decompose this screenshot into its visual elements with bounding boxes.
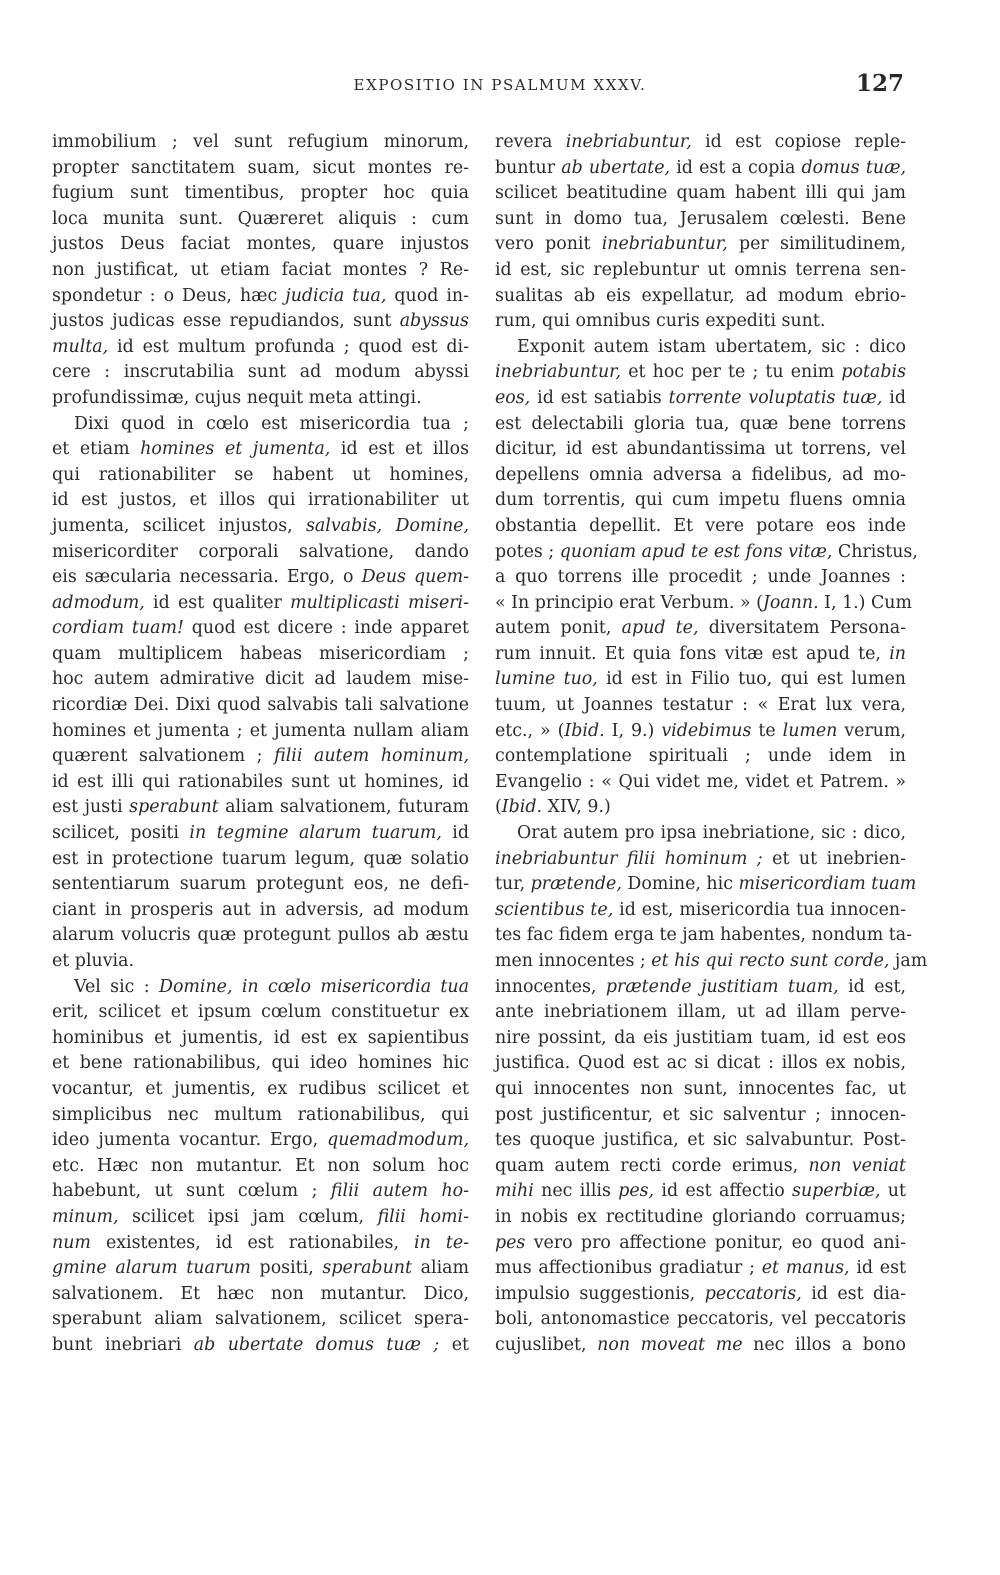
text-line <box>495 719 906 745</box>
text-line <box>52 975 469 1001</box>
italic-text: domus tuæ, <box>801 157 906 178</box>
text-run: tur, <box>495 874 531 895</box>
text-line <box>52 437 469 463</box>
text-run: ciant in prosperis aut in adversis, ad modum <box>52 899 469 920</box>
text-run: Evangelio : « Qui videt me, videt et Patrem. » <box>495 771 906 792</box>
text-run: sunt in domo tua, Jerusalem cœlesti. Bene <box>495 208 906 229</box>
text-run: ante inebriationem illam, ut ad illam perve- <box>495 1002 906 1023</box>
text-line <box>495 1256 906 1282</box>
text-run: Vel sic : <box>74 976 160 997</box>
text-line <box>495 1077 906 1103</box>
text-line <box>52 1256 469 1282</box>
text-run: verum, <box>837 720 906 741</box>
text-line <box>495 949 928 975</box>
text-run: Christus, <box>832 541 918 562</box>
text-run: qui innocentes non sunt, innocentes fac, ut <box>495 1078 906 1099</box>
text-line <box>495 1103 906 1129</box>
text-run: et bene rationabilibus, qui ideo homines hic <box>52 1053 469 1074</box>
text-line <box>52 360 469 386</box>
text-run: post justificentur, et sic salventur ; innocen- <box>495 1104 906 1125</box>
text-run: scilicet ipsi jam cœlum, <box>118 1206 378 1227</box>
text-run: jam <box>889 951 928 971</box>
right-column <box>495 130 928 1359</box>
italic-text: ab ubertate, <box>561 157 671 178</box>
italic-text: misericordiam tuam <box>738 874 917 895</box>
text-line <box>495 540 918 566</box>
text-line <box>52 1205 469 1231</box>
text-line <box>495 514 906 540</box>
text-line <box>52 1154 469 1180</box>
text-line <box>52 1307 469 1333</box>
text-run: et pluvia. <box>52 951 134 971</box>
text-line <box>495 898 906 924</box>
text-run: quam multiplicem habeas misericordiam ; <box>52 643 469 664</box>
text-line <box>52 1026 469 1052</box>
text-run: bunt inebriari <box>52 1334 194 1355</box>
italic-text: multiplicasti miseri- <box>290 592 469 613</box>
text-run: id <box>441 823 469 844</box>
italic-text: Ibid. <box>564 720 605 741</box>
text-run: quam autem recti corde erimus, <box>495 1155 809 1176</box>
italic-text: inebriabuntur, <box>495 362 622 383</box>
text-line <box>52 642 469 668</box>
text-run: id est multum profunda ; quod est di- <box>108 336 469 357</box>
italic-text: lumen <box>782 720 838 741</box>
text-run: potes ; <box>495 541 560 562</box>
text-run: sualitas ab eis expellatur, ad modum ebrio- <box>495 285 906 306</box>
italic-text: videbimus <box>661 720 752 741</box>
text-line <box>495 847 906 873</box>
text-line <box>495 463 906 489</box>
text-run: qui rationabiliter se habent ut homines, <box>52 464 469 485</box>
italic-text: minum, <box>52 1206 119 1227</box>
text-run: aliam salvationem, futuram <box>218 797 469 818</box>
italic-text: Deus quem- <box>361 567 469 588</box>
italic-text: potabis <box>841 362 906 383</box>
text-line <box>52 1333 469 1359</box>
text-run: eis sæcularia necessaria. Ergo, o <box>52 567 362 588</box>
text-run: men innocentes ; <box>495 951 652 971</box>
text-run: justos judicas esse repudiandos, sunt <box>52 311 400 332</box>
italic-text: scientibus te, <box>495 899 614 920</box>
text-line <box>495 1333 906 1359</box>
text-run: quod est dicere : inde apparet <box>183 618 469 639</box>
text-run: id est justos, et illos qui irrationabiliter ut <box>52 490 469 511</box>
text-line <box>495 1231 906 1257</box>
text-line <box>495 1282 906 1308</box>
text-line <box>52 1128 469 1154</box>
text-line <box>52 130 469 156</box>
italic-text: quoniam apud te est fons vitæ, <box>559 541 833 562</box>
text-run: id est a copia <box>670 157 802 178</box>
text-run: dum torrentis, qui cum impetu fluens omnia <box>495 490 906 511</box>
text-line <box>52 181 469 207</box>
text-line <box>52 693 469 719</box>
text-line <box>495 1051 906 1077</box>
text-run: innocentes, <box>495 976 606 997</box>
text-line <box>495 975 906 1001</box>
italic-text: filii homi- <box>377 1206 469 1227</box>
text-line <box>52 258 469 284</box>
text-run: vero pro affectione ponitur, eo quod ani- <box>525 1232 906 1253</box>
text-line <box>495 232 906 258</box>
italic-text: pes, <box>618 1181 655 1202</box>
text-line <box>52 232 469 258</box>
italic-text: ab ubertate domus tuæ ; <box>193 1334 440 1355</box>
text-run: id est, misericordia tua innocen- <box>613 899 906 920</box>
text-run: id est, sic replebuntur ut omnis terrena sen- <box>495 259 906 280</box>
italic-text: inebriabuntur, <box>565 132 692 152</box>
text-run: simplicibus nec multum rationabilibus, qui <box>52 1104 469 1125</box>
text-run: id est dia- <box>801 1283 906 1304</box>
text-line <box>495 923 912 949</box>
text-line <box>495 872 917 898</box>
text-line <box>52 412 469 438</box>
text-run: hominibus et jumentis, id est ex sapientibus <box>52 1027 469 1048</box>
text-line <box>495 667 906 693</box>
text-line <box>495 821 906 847</box>
text-run: justos Deus faciat montes, quare injustos <box>52 234 469 255</box>
text-line <box>52 156 469 182</box>
text-line <box>52 770 469 796</box>
text-run: et hoc per te ; tu enim <box>621 362 842 383</box>
text-line <box>495 309 906 335</box>
text-run: propter sanctitatem suam, sicut montes re- <box>52 157 469 178</box>
text-run: vocantur, et jumentis, ex rudibus scilicet et <box>52 1078 469 1099</box>
text-line <box>52 949 469 975</box>
text-line <box>52 898 469 924</box>
italic-text: superbiæ, <box>792 1181 881 1202</box>
text-line <box>52 514 469 540</box>
text-run: Exponit autem istam ubertatem, sic : dico <box>517 336 906 357</box>
text-run: salvationem. Et hæc non mutantur. Dico, <box>52 1283 469 1304</box>
italic-text: peccatoris, <box>704 1283 802 1304</box>
text-run: mus affectionibus gradiatur ; <box>495 1258 762 1279</box>
text-run: misericorditer corporali salvatione, dando <box>52 541 469 562</box>
text-run: revera <box>495 132 566 152</box>
text-run: quod in- <box>386 285 470 306</box>
text-line <box>495 207 906 233</box>
text-run: scilicet beatitudine quam habent illi qui jam <box>495 183 906 204</box>
text-run: et ut inebrien- <box>762 848 907 869</box>
text-run: tes quoque justifica, et sic salvabuntur. Post- <box>495 1130 906 1151</box>
text-line <box>495 1026 906 1052</box>
italic-text: in <box>889 643 906 664</box>
italic-text: inebriabuntur filii hominum ; <box>495 848 763 869</box>
italic-text: num <box>52 1232 91 1253</box>
text-line <box>52 719 469 745</box>
italic-text: non moveat me <box>597 1334 743 1355</box>
text-run: justifica. Quod est ac si dicat : illos ex nobis, <box>495 1053 906 1074</box>
text-run: id est illi qui rationabiles sunt ut homines, id <box>52 771 469 792</box>
text-run: immobilium ; vel sunt refugium minorum, <box>52 132 469 152</box>
text-run: XIV, 9.) <box>542 797 611 818</box>
text-run: id est <box>849 1258 906 1279</box>
italic-text: non veniat <box>808 1155 907 1176</box>
text-run: id est copiose reple- <box>691 132 906 152</box>
text-line <box>495 565 906 591</box>
text-run: cere : inscrutabilia sunt ad modum abyssi <box>52 362 469 383</box>
text-line <box>52 872 469 898</box>
text-line <box>52 540 469 566</box>
page-header <box>0 70 1000 102</box>
text-run: scilicet, positi <box>52 823 190 844</box>
italic-text: lumine tuo, <box>495 669 598 690</box>
text-run: in nobis ex rectitudine gloriando corruamus; <box>495 1206 906 1227</box>
italic-text: sperabunt <box>129 797 219 818</box>
italic-text: et his qui recto sunt corde, <box>651 951 890 971</box>
text-line <box>52 1282 469 1308</box>
text-line <box>52 386 469 412</box>
text-line <box>495 258 906 284</box>
text-run: per similitudinem, <box>727 234 906 255</box>
text-line <box>495 1154 906 1180</box>
text-run: sententiarum suarum protegunt eos, ne defi- <box>52 874 469 895</box>
italic-text: in tegmine alarum tuarum, <box>189 823 442 844</box>
text-line <box>52 565 469 591</box>
text-line <box>52 1051 469 1077</box>
text-line <box>495 335 906 361</box>
text-line <box>52 463 469 489</box>
text-run: positi, <box>250 1258 323 1279</box>
text-run: et <box>439 1334 470 1355</box>
text-line <box>495 156 906 182</box>
italic-text: mihi <box>495 1181 534 1202</box>
text-line <box>495 744 906 770</box>
text-line <box>495 284 906 310</box>
text-line <box>52 309 469 335</box>
text-run: Orat autem pro ipsa inebriatione, sic : dico, <box>517 823 906 844</box>
text-run: contemplatione spirituali ; unde idem in <box>495 746 906 767</box>
text-line <box>495 693 906 719</box>
text-run: nec illos a bono <box>742 1334 906 1355</box>
italic-text: abyssus <box>399 311 469 332</box>
italic-text: prætende, <box>530 874 622 895</box>
text-line <box>495 591 912 617</box>
text-run: quærent salvationem ; <box>52 746 275 767</box>
text-run: autem ponit, <box>495 618 622 639</box>
text-run: boli, antonomastice peccatoris, vel peccatoris <box>495 1309 906 1330</box>
text-line <box>52 847 469 873</box>
text-run: tuum, ut Joannes testatur : « Erat lux vera, <box>495 695 906 716</box>
text-run: ideo jumenta vocantur. Ergo, <box>52 1130 328 1151</box>
text-line <box>495 412 906 438</box>
text-run: vero ponit <box>495 234 602 255</box>
text-line <box>52 488 469 514</box>
text-line <box>495 1205 906 1231</box>
text-run: a quo torrens ille procedit ; unde Joannes : <box>495 567 906 588</box>
text-line <box>52 284 469 310</box>
italic-text: salvabis, Domine, <box>305 515 469 536</box>
text-line <box>495 1179 906 1205</box>
text-run: erit, scilicet et ipsum cœlum constituetur ex <box>52 1002 469 1023</box>
text-line <box>52 1103 469 1129</box>
text-run: id est in Filio tuo, qui est lumen <box>597 669 906 690</box>
text-run: Domine, hic <box>621 874 739 895</box>
text-run: loca munita sunt. Quæreret aliquis : cum <box>52 208 469 229</box>
text-line <box>495 642 906 668</box>
text-line <box>495 770 906 796</box>
italic-text: sperabunt <box>322 1258 412 1279</box>
left-column <box>52 130 469 1359</box>
text-run: cujuslibet, <box>495 1334 598 1355</box>
text-line <box>52 744 469 770</box>
text-run: hoc autem admirative dicit ad laudem mise- <box>52 669 469 690</box>
text-run: est delectabili gloria tua, quæ bene torrens <box>495 413 906 434</box>
text-run: ricordiæ Dei. Dixi quod salvabis tali salvatione <box>52 695 469 716</box>
text-line <box>495 437 906 463</box>
text-line <box>52 1179 469 1205</box>
text-line <box>52 591 469 617</box>
italic-text: filii autem hominum, <box>274 746 469 767</box>
italic-text: filii autem ho- <box>330 1181 469 1202</box>
italic-text: in te- <box>414 1232 469 1253</box>
text-run: etc., » ( <box>495 720 565 741</box>
text-run: jumenta, scilicet injustos, <box>52 515 306 536</box>
italic-text: inebriabuntur, <box>601 234 728 255</box>
italic-text: gmine alarum tuarum <box>52 1258 251 1279</box>
text-run: rum, qui omnibus curis expediti sunt. <box>495 311 826 332</box>
text-line <box>52 1000 469 1026</box>
text-line <box>52 207 469 233</box>
text-run: te <box>751 720 783 741</box>
text-run: id <box>882 387 906 408</box>
italic-text: Ibid. <box>501 797 543 818</box>
text-line <box>52 923 469 949</box>
text-run: aliam <box>411 1258 469 1279</box>
text-run: ( <box>495 797 502 818</box>
text-run: impulsio suggestionis, <box>495 1283 705 1304</box>
text-run: nire possint, da eis justitiam tuam, id est eos <box>495 1027 906 1048</box>
text-run: obstantia depellit. Et vere potare eos inde <box>495 515 906 536</box>
text-run: buntur <box>495 157 562 178</box>
page-number: 127 <box>855 70 904 97</box>
italic-text: admodum, <box>52 592 145 613</box>
text-run: est in protectione tuarum legum, quæ solatio <box>52 848 469 869</box>
italic-text: judicia tua, <box>285 285 387 306</box>
text-run: depellens omnia adversa a fidelibus, ad mo- <box>495 464 906 485</box>
text-run: ut <box>880 1181 906 1202</box>
text-run: etc. Hæc non mutantur. Et non solum hoc <box>52 1155 469 1176</box>
text-line <box>52 335 469 361</box>
text-line <box>52 667 469 693</box>
text-run: habebunt, ut sunt cœlum ; <box>52 1181 331 1202</box>
text-run: id est et illos <box>330 439 470 460</box>
text-run: et etiam <box>52 439 141 460</box>
text-run: id est affectio <box>654 1181 793 1202</box>
italic-text: Domine, in cœlo misericordia tua <box>159 976 469 997</box>
text-line <box>495 386 906 412</box>
text-run: I, 9.) <box>604 720 662 741</box>
italic-text: Joann. <box>762 592 819 613</box>
text-run: spondetur : o Deus, hæc <box>52 285 286 306</box>
italic-text: multa, <box>52 336 109 357</box>
italic-text: eos, <box>495 387 531 408</box>
text-line <box>52 821 469 847</box>
text-run: Dixi quod in cœlo est misericordia tua ; <box>74 413 469 434</box>
italic-text: quemadmodum, <box>327 1130 469 1151</box>
text-run: id est, <box>838 976 906 997</box>
italic-text: apud te, <box>621 618 699 639</box>
text-line <box>495 488 906 514</box>
text-run: profundissimæ, cujus nequit meta attingi. <box>52 387 422 408</box>
text-line <box>495 1128 906 1154</box>
text-run: tes fac fidem erga te jam habentes, nondum ta- <box>495 925 912 946</box>
text-run: id est satiabis <box>530 387 669 408</box>
text-line <box>52 795 469 821</box>
text-run: homines et jumenta ; et jumenta nullam aliam <box>52 720 469 741</box>
text-run: id est qualiter <box>144 592 291 613</box>
italic-text: torrente voluptatis tuæ, <box>668 387 883 408</box>
text-line <box>52 616 469 642</box>
text-run: I, 1.) Cum <box>818 592 912 613</box>
text-run: diversitatem Persona- <box>698 618 907 639</box>
text-run: « In principio erat Verbum. » ( <box>495 592 763 613</box>
text-line <box>52 1077 469 1103</box>
running-title: EXPOSITIO IN PSALMUM XXXV. <box>353 76 647 94</box>
text-line <box>495 130 906 156</box>
text-line <box>52 1231 469 1257</box>
text-run: alarum volucris quæ protegunt pullos ab æstu <box>52 925 469 946</box>
text-run: sperabunt aliam salvationem, scilicet spera- <box>52 1309 469 1330</box>
italic-text: cordiam tuam! <box>52 618 184 639</box>
text-line <box>495 181 906 207</box>
text-run: est justi <box>52 797 130 818</box>
text-run: non justificat, ut etiam faciat montes ? Re- <box>52 259 469 280</box>
text-run: dicitur, id est abundantissima ut torrens, vel <box>495 439 906 460</box>
text-line <box>495 1000 906 1026</box>
text-run: rum innuit. Et quia fons vitæ est apud te, <box>495 643 890 664</box>
text-line <box>495 360 906 386</box>
italic-text: et manus, <box>761 1258 850 1279</box>
text-line <box>495 616 906 642</box>
text-run: existentes, id est rationabiles, <box>90 1232 415 1253</box>
text-run: fugium sunt timentibus, propter hoc quia <box>52 183 469 204</box>
text-line <box>495 795 906 821</box>
italic-text: homines et jumenta, <box>140 439 331 460</box>
italic-text: prætende justitiam tuam, <box>605 976 839 997</box>
text-line <box>495 1307 906 1333</box>
italic-text: pes <box>495 1232 526 1253</box>
text-run: nec illis <box>533 1181 619 1202</box>
